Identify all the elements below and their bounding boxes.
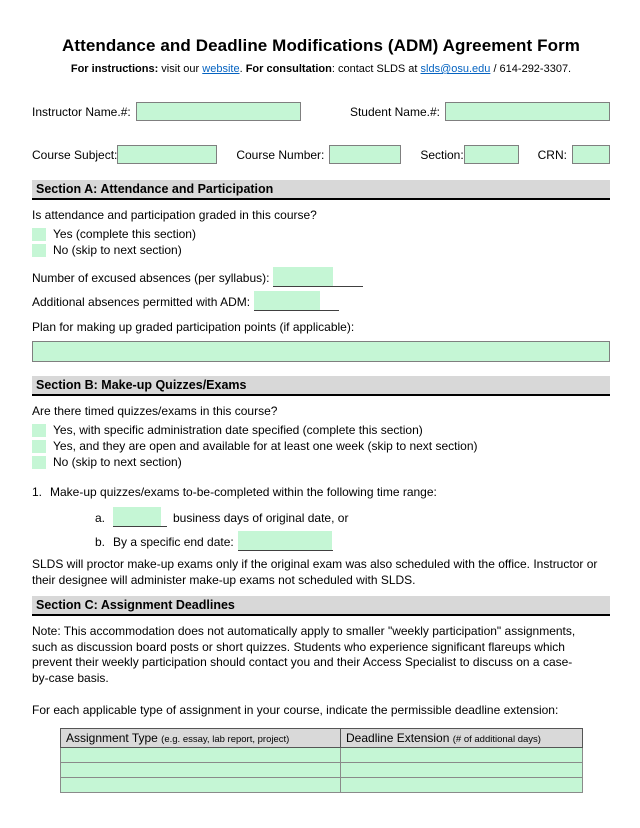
deadline-extension-field-2[interactable] [341,763,582,777]
option-yes-open-row [32,438,610,454]
yes-specific-checkbox[interactable] [32,424,46,437]
deadline-extension-header: Deadline Extension (# of additional days) [341,729,583,748]
assignment-type-header: Assignment Type (e.g. essay, lab report, project) [61,729,341,748]
makeup-range-item [32,485,610,499]
section-b-question: Are there timed quizzes/exams in this course? [32,404,278,418]
end-date-line [95,531,610,553]
email-link[interactable]: slds@osu.edu [420,63,491,75]
section-c-header: Section C: Assignment Deadlines [32,596,610,616]
option-no-row [32,242,610,258]
instructions-text: visit our [158,63,203,75]
section-field[interactable] [464,145,519,164]
excused-absences-label: Number of excused absences (per syllabus): [32,271,270,285]
assignment-type-field-2[interactable] [61,763,340,777]
option-no-quiz-row [32,454,610,470]
yes-open-checkbox[interactable] [32,440,46,453]
excused-absences-fill [273,267,363,289]
course-subject-label: Course Subject: [32,147,118,162]
deadline-extension-field-1[interactable] [341,748,582,762]
instructor-name-label: Instructor Name.#: [32,104,131,119]
business-days-field[interactable] [113,507,161,526]
crn-label: CRN: [537,147,567,162]
instructions-bold: For instructions: [70,63,159,75]
yes-open-label: Yes, and they are open and available for at least one week (skip to next section) [53,439,478,453]
additional-absences-field[interactable] [254,291,320,310]
yes-specific-label: Yes, with specific administration date specified (complete this section) [53,423,423,437]
underline [238,550,333,551]
course-number-field[interactable] [329,145,401,164]
option-yes-row [32,226,610,242]
option-b-number: b. [95,535,106,549]
student-name-field[interactable] [445,102,610,121]
plan-field[interactable] [32,341,610,362]
excused-absences-field[interactable] [273,267,333,286]
no-checkbox[interactable] [32,244,46,257]
no-quiz-label: No (skip to next section) [53,455,182,469]
table-header-row [61,729,583,748]
table-row [61,748,583,763]
section-a-options [32,226,610,258]
underline [273,286,363,287]
assignment-type-field-1[interactable] [61,748,340,762]
option-yes-specific-row [32,422,610,438]
phone-text: / 614-292-3307. [490,63,572,75]
additional-absences-label: Additional absences permitted with ADM: [32,295,251,309]
option-a-number: a. [95,511,106,525]
yes-checkbox[interactable] [32,228,46,241]
instructions-text2: . [239,63,246,75]
consultation-bold: For consultation [245,63,332,75]
underline [254,310,339,311]
course-number-label: Course Number: [236,147,325,162]
section-a-question: Is attendance and participation graded in this course? [32,208,317,222]
instructor-name-field[interactable] [136,102,301,121]
deadline-extension-field-3[interactable] [341,778,582,792]
table-row [61,778,583,793]
additional-absences-line [32,291,610,313]
course-subject-field[interactable] [117,145,217,164]
section-b-header: Section B: Make-up Quizzes/Exams [32,376,610,396]
no-quiz-checkbox[interactable] [32,456,46,469]
business-days-line [95,507,610,529]
section-a-header: Section A: Attendance and Participation [32,180,610,200]
name-row [32,102,610,121]
excused-absences-line [32,267,610,289]
additional-absences-fill [254,291,339,313]
consultation-text: : contact SLDS at [331,63,421,75]
course-row [32,145,610,164]
proctor-note: SLDS will proctor make-up exams only if the original exam was also scheduled with the office. Instructor or their designee will administer make-up exams not scheduled with SLDS. [32,557,598,587]
table-row [61,763,583,778]
assignment-type-hint: (e.g. essay, lab report, project) [161,734,290,746]
yes-label: Yes (complete this section) [53,227,196,241]
end-date-field[interactable] [238,531,332,550]
no-label: No (skip to next section) [53,243,182,257]
section-c-note: Note: This accommodation does not automatically apply to smaller "weekly participation" assignments, such as discussion board posts or short quizzes. Students who experience significant flareups which prevent their weekly participation should contact you and their Access Specialist to discuss on a case-by-case basis. [32,624,576,685]
student-name-label: Student Name.#: [349,104,440,119]
plan-label: Plan for making up graded participation points (if applicable): [32,320,355,334]
makeup-range-text: Make-up quizzes/exams to-be-completed within the following time range: [50,485,437,499]
deadline-extension-table [60,728,583,793]
end-date-fill [238,531,333,553]
crn-field[interactable] [572,145,610,164]
assignment-type-field-3[interactable] [61,778,340,792]
page-title: Attendance and Deadline Modifications (ADM) Agreement Form [61,36,581,55]
deadline-instruction: For each applicable type of assignment in your course, indicate the permissible deadline extension: [32,703,559,718]
item-number: 1. [32,485,43,499]
instructions-line [32,63,610,75]
business-days-fill [113,507,167,529]
section-label: Section: [420,147,464,162]
section-b-options [32,422,610,470]
end-date-label: By a specific end date: [113,535,234,549]
underline [113,526,167,527]
business-days-suffix: business days of original date, or [173,511,349,525]
deadline-extension-hint: (# of additional days) [452,734,541,746]
website-link[interactable]: website [202,63,240,75]
